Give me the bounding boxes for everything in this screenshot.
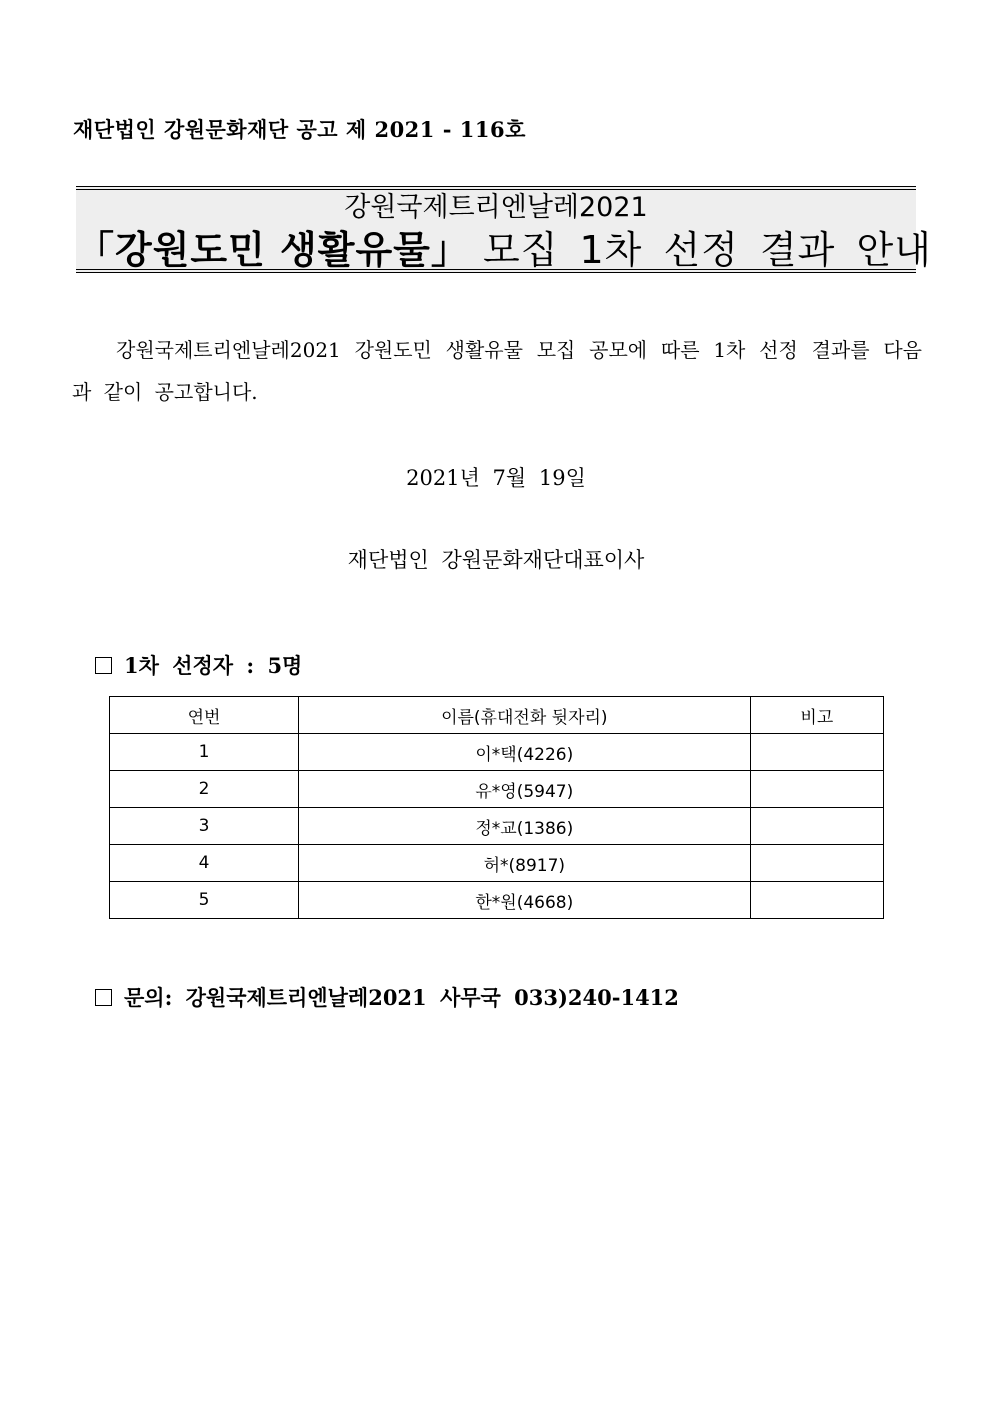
cell-no: 3 xyxy=(110,808,299,845)
checkbox-icon xyxy=(95,657,112,674)
checkbox-icon xyxy=(95,989,112,1006)
notice-date: 2021년 7월 19일 xyxy=(406,466,586,490)
table-row xyxy=(110,882,884,919)
col-header-note: 비고 xyxy=(750,697,883,734)
cell-name: 한*원(4668) xyxy=(298,882,750,919)
cell-name: 유*영(5947) xyxy=(298,771,750,808)
cell-no: 4 xyxy=(110,845,299,882)
notice-body: 강원국제트리엔날레2021 강원도민 생활유물 모집 공모에 따른 1차 선정 결과를 다음과 같이 공고합니다. xyxy=(72,338,922,404)
table-row xyxy=(110,808,884,845)
selection-table xyxy=(109,696,884,919)
table-row xyxy=(110,845,884,882)
cell-no: 1 xyxy=(110,734,299,771)
contact-text: 문의: 강원국제트리엔날레2021 사무국 033)240-1412 xyxy=(124,985,679,1010)
notice-number: 재단법인 강원문화재단 공고 제 2021 - 116호 xyxy=(73,117,526,142)
cell-note xyxy=(750,771,883,808)
cell-note xyxy=(750,845,883,882)
table-row xyxy=(110,734,884,771)
issuer: 재단법인 강원문화재단대표이사 xyxy=(347,548,645,572)
cell-name: 허*(8917) xyxy=(298,845,750,882)
title-rest: 모집 1차 선정 결과 안내 xyxy=(483,228,932,272)
cell-note xyxy=(750,882,883,919)
table-row xyxy=(110,771,884,808)
cell-note xyxy=(750,808,883,845)
cell-no: 5 xyxy=(110,882,299,919)
title-box xyxy=(76,186,932,273)
col-header-no: 연번 xyxy=(110,697,299,734)
table-header-row xyxy=(110,697,884,734)
selection-heading xyxy=(95,650,302,680)
title-bracketed: 「강원도민 생활유물」 xyxy=(76,228,470,272)
col-header-name: 이름(휴대전화 뒷자리) xyxy=(298,697,750,734)
cell-name: 이*택(4226) xyxy=(298,734,750,771)
cell-no: 2 xyxy=(110,771,299,808)
cell-note xyxy=(750,734,883,771)
cell-name: 정*교(1386) xyxy=(298,808,750,845)
selection-heading-text: 1차 선정자 : 5명 xyxy=(124,653,303,678)
title-subtitle: 강원국제트리엔날레2021 xyxy=(344,192,648,223)
contact-heading xyxy=(95,982,679,1012)
page-title xyxy=(76,228,932,272)
